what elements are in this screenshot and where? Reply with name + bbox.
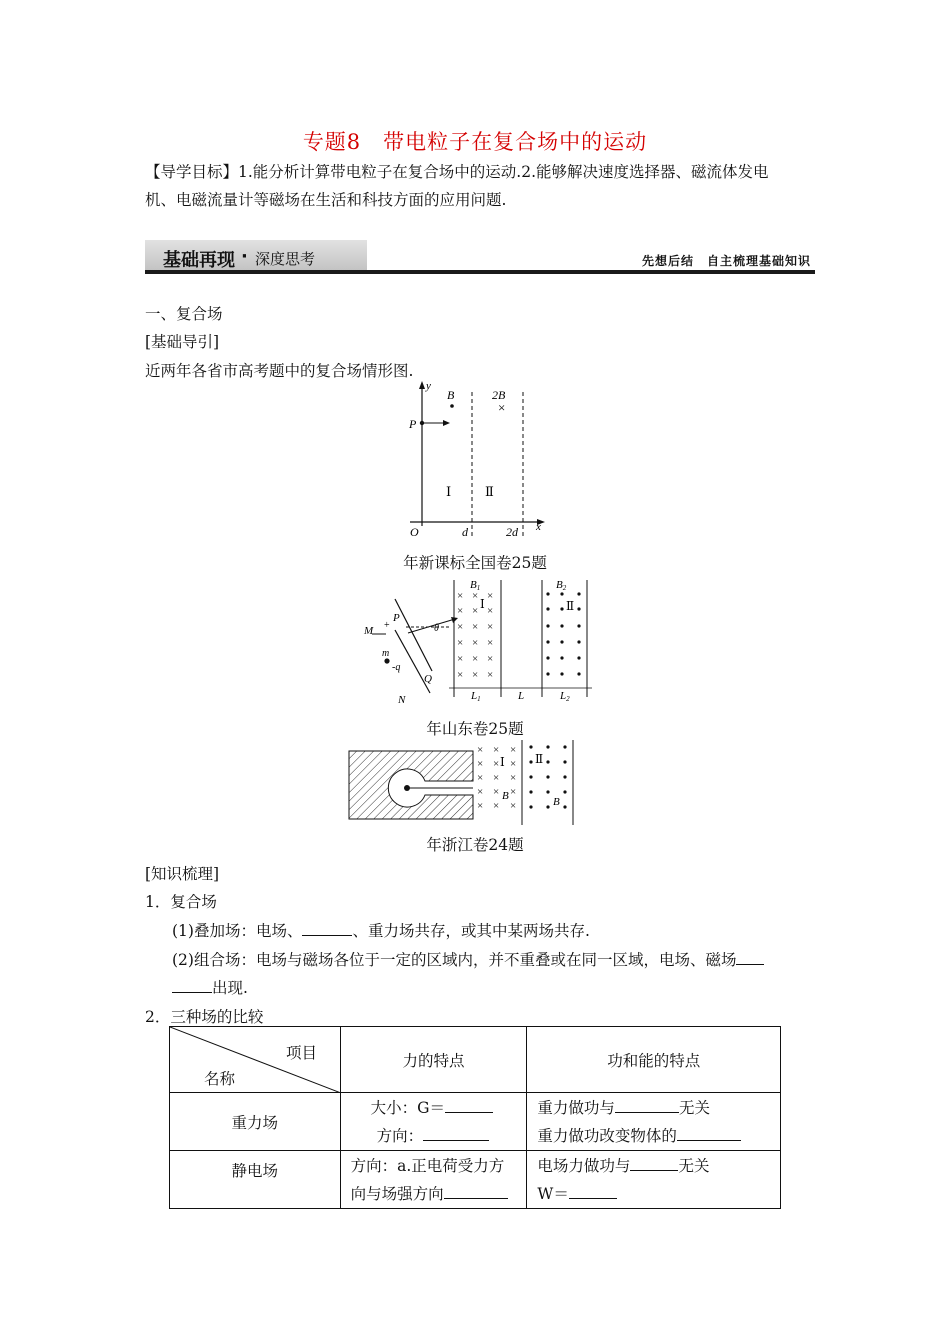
svg-text:×: × (510, 772, 517, 784)
fig1-O-label: O (410, 525, 419, 539)
section-heading: 一、复合场 (145, 305, 223, 323)
svg-text:×: × (477, 744, 484, 756)
fig2-plus-label: + (384, 620, 390, 631)
row-work-cell: 重力做功与 无关 重力做功改变物体的 (527, 1093, 781, 1151)
header-work: 功和能的特点 (527, 1027, 781, 1093)
header-force: 力的特点 (340, 1027, 527, 1093)
svg-text:×: × (510, 800, 517, 812)
figure-3-diagram (345, 737, 580, 832)
svg-text:×: × (493, 786, 500, 798)
fig2-M-label: M (364, 625, 374, 637)
fill-blank[interactable] (569, 1198, 617, 1199)
table-corner-cell (170, 1027, 341, 1093)
svg-text:×: × (472, 653, 479, 665)
svg-text:×: × (510, 758, 517, 770)
svg-text:×: × (510, 744, 517, 756)
svg-text:×: × (457, 669, 464, 681)
table-row (170, 1093, 781, 1151)
knowledge-item-2: 2．三种场的比较 (145, 1008, 264, 1026)
guide-label: [基础导引] (145, 333, 220, 351)
fig1-y-label: y (426, 380, 431, 392)
banner-title: 基础再现 (163, 250, 235, 271)
fig2-L1-label: L1 (471, 690, 481, 703)
svg-text:×: × (457, 653, 464, 665)
svg-text:×: × (472, 590, 479, 602)
fill-blank[interactable] (736, 964, 764, 965)
fig2-B1-label: B1 (470, 579, 481, 592)
fig3-B1-label: B (502, 790, 509, 802)
fig1-region-1: Ⅰ (446, 484, 452, 499)
fig1-region-2: Ⅱ (485, 484, 494, 499)
fill-blank[interactable] (677, 1140, 741, 1141)
svg-text:×: × (477, 758, 484, 770)
fig2-q-label: -q (392, 662, 401, 673)
fig3-region-2: Ⅱ (535, 752, 544, 766)
fill-blank[interactable] (615, 1112, 679, 1113)
fill-blank[interactable] (444, 1198, 508, 1199)
knowledge-item-1-2b: 出现. (172, 976, 248, 1000)
fill-blank[interactable] (445, 1112, 493, 1113)
svg-text:×: × (487, 653, 494, 665)
intro-label: 【导学目标】 (145, 163, 239, 181)
row-name: 静电场 (170, 1151, 341, 1209)
banner-subtitle: 深度思考 (255, 250, 316, 268)
fig3-cross-field (477, 744, 516, 812)
banner-rule (145, 270, 815, 274)
field-comparison-table (169, 1026, 781, 1209)
svg-text:×: × (487, 669, 494, 681)
fig2-Q-label: Q (424, 673, 432, 685)
row-name: 重力场 (170, 1093, 341, 1151)
svg-text:×: × (477, 772, 484, 784)
figure-3-caption: 年浙江卷24题 (426, 836, 524, 854)
fig1-2B-label: 2B (492, 388, 506, 402)
knowledge-item-1: 1．复合场 (145, 893, 217, 911)
svg-text:×: × (457, 637, 464, 649)
section-banner (145, 240, 815, 274)
svg-text:×: × (487, 621, 494, 633)
figure-2-diagram (358, 575, 598, 705)
svg-text:×: × (477, 800, 484, 812)
fig2-theta-label: θ (434, 623, 439, 634)
figure-1-caption: 年新课标全国卷25题 (403, 554, 547, 572)
svg-text:×: × (493, 758, 500, 770)
svg-text:×: × (457, 605, 464, 617)
fill-blank[interactable] (423, 1140, 489, 1141)
fig3-B2-label: B (553, 796, 560, 808)
fig2-region-1: Ⅰ (480, 597, 485, 611)
table-row (170, 1151, 781, 1209)
banner-right-text: 先想后结 自主梳理基础知识 (641, 254, 811, 268)
svg-text:×: × (493, 800, 500, 812)
fig2-cross-field (457, 590, 493, 681)
fig2-m-label: m (382, 648, 390, 659)
svg-text:×: × (510, 786, 517, 798)
svg-text:×: × (472, 621, 479, 633)
banner-dot: · (241, 246, 248, 267)
svg-text:×: × (487, 590, 494, 602)
knowledge-item-1-1: (1)叠加场：电场、 、重力场共存，或其中某两场共存. (172, 922, 590, 940)
fig1-B-label: B (447, 388, 455, 402)
fig2-L-label: L (518, 690, 525, 702)
fig2-L2-label: L2 (560, 690, 570, 703)
fill-blank[interactable] (172, 992, 212, 993)
guide-text: 近两年各省市高考题中的复合场情形图. (145, 362, 414, 380)
fig1-P-label: P (409, 417, 417, 431)
svg-text:×: × (487, 605, 494, 617)
knowledge-label: [知识梳理] (145, 865, 220, 883)
figure-2-caption: 年山东卷25题 (426, 720, 524, 738)
svg-text:×: × (457, 590, 464, 602)
fig2-dot-field (546, 592, 580, 675)
fig1-2d-label: 2d (506, 525, 518, 539)
row-work-cell: 电场力做功与 无关 W＝ (527, 1151, 781, 1209)
fig3-region-1: Ⅰ (500, 755, 505, 769)
intro-line-1: 【导学目标】1.能分析计算带电粒子在复合场中的运动.2.能够解决速度选择器、磁流体发电 (145, 163, 769, 181)
header-name-label: 名称 (204, 1070, 236, 1088)
fig2-N-label: N (398, 694, 406, 705)
fig2-region-2: Ⅱ (566, 599, 575, 613)
fig1-d-label: d (462, 525, 468, 539)
fig2-P-label: P (393, 612, 400, 624)
svg-text:×: × (477, 786, 484, 798)
fig1-cross-mark: × (498, 400, 506, 415)
svg-text:×: × (472, 637, 479, 649)
svg-text:×: × (472, 669, 479, 681)
intro-line-2: 机、电磁流量计等磁场在生活和科技方面的应用问题. (145, 191, 507, 209)
page-title: 专题8 带电粒子在复合场中的运动 (302, 130, 648, 154)
row-force-cell: 大小：G＝ 方向： (340, 1093, 527, 1151)
fig1-x-label: x (536, 521, 541, 533)
fill-blank[interactable] (302, 935, 352, 936)
fill-blank[interactable] (630, 1170, 678, 1171)
svg-text:×: × (472, 605, 479, 617)
row-force-cell: 方向：a.正电荷受力方 向与场强方向 (340, 1151, 527, 1209)
table-header-row (170, 1027, 781, 1093)
fig2-B2-label: B2 (556, 579, 567, 592)
knowledge-item-1-2a: (2)组合场：电场与磁场各位于一定的区域内，并不重叠或在同一区域，电场、磁场 (172, 948, 764, 972)
figure-1-diagram (395, 378, 555, 548)
svg-text:×: × (493, 744, 500, 756)
svg-text:×: × (493, 772, 500, 784)
svg-text:×: × (487, 637, 494, 649)
header-item-label: 项目 (286, 1044, 318, 1062)
svg-text:×: × (457, 621, 464, 633)
